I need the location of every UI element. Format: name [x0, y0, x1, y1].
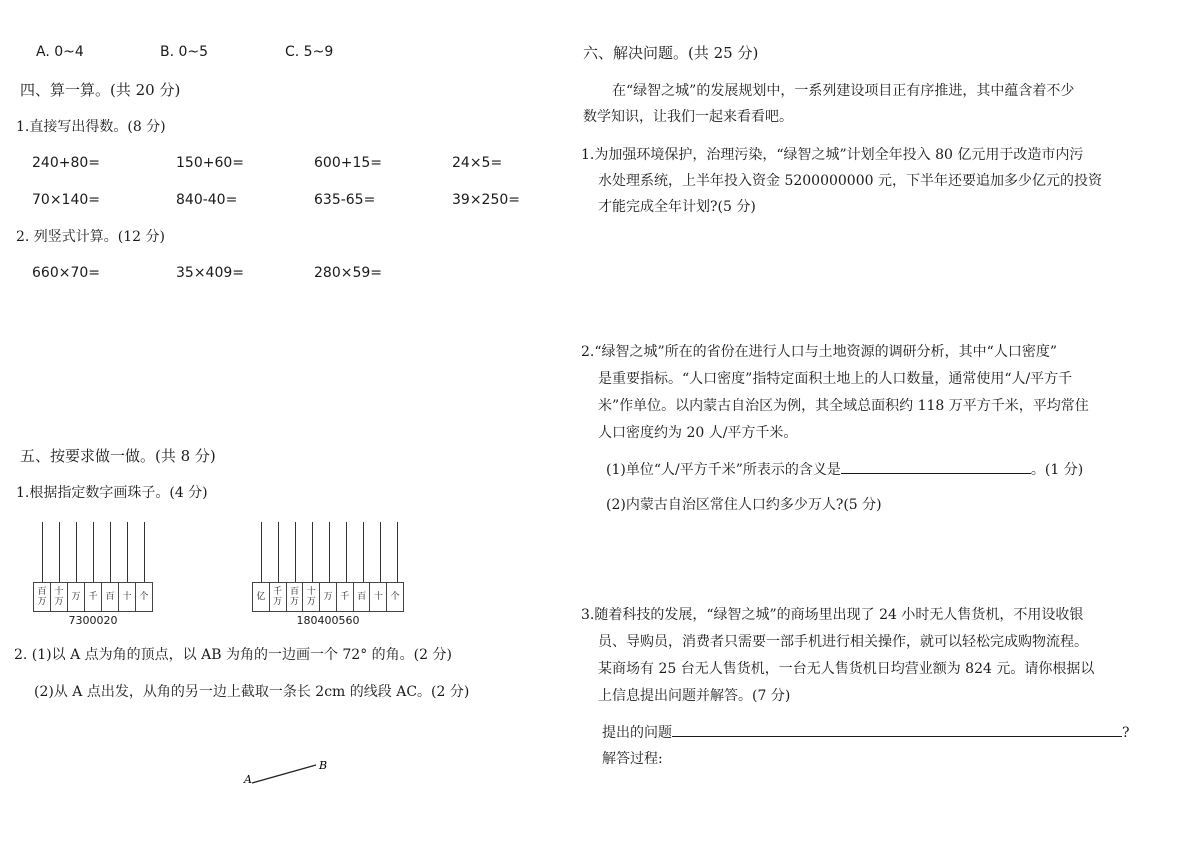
- section-5-title: 五、按要求做一做。(共 8 分): [20, 447, 216, 465]
- abacus-place-value-base: [252, 582, 404, 612]
- sub-1-score: 。(1 分): [1030, 462, 1084, 478]
- calc-item: 39×250=: [452, 192, 520, 208]
- abacus-rod[interactable]: [363, 522, 364, 582]
- problem-2-line-3: 米”作单位。以内蒙古自治区为例，其全域总面积约 118 万平方千米，平均常住: [598, 398, 1089, 414]
- abacus-rod[interactable]: [93, 522, 94, 582]
- abacus-rod[interactable]: [144, 522, 145, 582]
- place-value-char: 百: [105, 592, 115, 602]
- intro-line-2: 数学知识，让我们一起来看看吧。: [583, 109, 793, 125]
- section-6-title: 六、解决问题。(共 25 分): [583, 44, 759, 62]
- abacus-rod[interactable]: [295, 522, 296, 582]
- place-value-cell: [387, 583, 403, 611]
- point-b-label: B: [319, 759, 328, 772]
- calc-item: 70×140=: [32, 192, 100, 208]
- choice-a: A. 0~4: [36, 44, 84, 60]
- place-value-char: 千: [340, 592, 350, 602]
- place-value-cell: [253, 583, 270, 611]
- segment-ab-figure: [240, 755, 340, 790]
- problem-3-line-3: 某商场有 25 台无人售货机，一台无人售货机日均营业额为 824 元。请你根据以: [598, 661, 1095, 677]
- place-value-char: 万: [323, 592, 333, 602]
- abacus-rod[interactable]: [380, 522, 381, 582]
- calc-item: 635-65=: [314, 192, 376, 208]
- place-value-char: 百: [37, 587, 47, 597]
- sub-1-text: (1)单位“人/平方千米”所表示的含义是: [606, 462, 841, 478]
- place-value-cell: [68, 583, 85, 611]
- problem-3-line-4: 上信息提出问题并解答。(7 分): [598, 688, 791, 704]
- place-value-char: 个: [390, 592, 400, 602]
- place-value-char: 亿: [256, 592, 266, 602]
- abacus-rod[interactable]: [397, 522, 398, 582]
- place-value-char: 百: [357, 592, 367, 602]
- abacus-rod[interactable]: [278, 522, 279, 582]
- place-value-cell: [119, 583, 136, 611]
- problem-2-line-1: 2.“绿智之城”所在的省份在进行人口与土地资源的调研分析，其中“人口密度”: [581, 344, 1057, 360]
- calc-item: 24×5=: [452, 155, 503, 171]
- place-value-char: 百: [289, 587, 299, 597]
- place-value-char: 个: [139, 592, 149, 602]
- place-value-char: 万: [306, 597, 316, 607]
- abacus-rod[interactable]: [346, 522, 347, 582]
- place-value-cell: [303, 583, 320, 611]
- abacus-rod[interactable]: [261, 522, 262, 582]
- point-a-label: A: [244, 773, 252, 786]
- place-value-cell: [136, 583, 152, 611]
- place-value-cell: [85, 583, 102, 611]
- ask-end: ?: [1122, 725, 1130, 741]
- calc-item: 150+60=: [176, 155, 244, 171]
- place-value-char: 十: [122, 592, 132, 602]
- abacus-number-label: 180400560: [296, 614, 360, 627]
- problem-2-line-4: 人口密度约为 20 人/平方千米。: [598, 425, 798, 441]
- choice-b: B. 0~5: [160, 44, 209, 60]
- vertical-calc-item: 660×70=: [32, 265, 100, 281]
- problem-3-line-1: 3.随着科技的发展，“绿智之城”的商场里出现了 24 小时无人售货机，不用设收银: [581, 607, 1084, 623]
- place-value-char: 十: [54, 587, 64, 597]
- place-value-char: 万: [273, 597, 283, 607]
- place-value-char: 万: [37, 597, 47, 607]
- place-value-char: 万: [54, 597, 64, 607]
- place-value-char: 十: [306, 587, 316, 597]
- abacus-number-label: 7300020: [68, 614, 118, 627]
- place-value-cell: [354, 583, 371, 611]
- s5-q2-part2: (2)从 A 点出发，从角的另一边上截取一条长 2cm 的线段 AC。(2 分): [34, 684, 470, 700]
- place-value-char: 千: [88, 592, 98, 602]
- answer-blank[interactable]: [841, 459, 1031, 474]
- problem-3-answer-label: 解答过程:: [602, 751, 663, 767]
- problem-1-line-2: 水处理系统，上半年投入资金 5200000000 元，下半年还要追加多少亿元的投资: [598, 173, 1102, 189]
- s5-q2-part1: 2. (1)以 A 点为角的顶点，以 AB 为角的一边画一个 72° 的角。(2 分): [14, 647, 452, 663]
- intro-line-1: 在“绿智之城”的发展规划中，一系列建设项目正有序推进，其中蕴含着不少: [612, 83, 1075, 99]
- place-value-char: 万: [71, 592, 81, 602]
- vertical-calc-item: 280×59=: [314, 265, 382, 281]
- abacus-rod[interactable]: [329, 522, 330, 582]
- section-4-title: 四、算一算。(共 20 分): [20, 81, 181, 99]
- place-value-cell: [51, 583, 68, 611]
- abacus-9-digit: [252, 522, 404, 632]
- calc-item: 240+80=: [32, 155, 100, 171]
- segment-ab: [252, 765, 316, 783]
- abacus-rod[interactable]: [127, 522, 128, 582]
- problem-1-line-1: 1.为加强环境保护，治理污染，“绿智之城”计划全年投入 80 亿元用于改造市内污: [581, 147, 1084, 163]
- place-value-cell: [34, 583, 51, 611]
- place-value-cell: [337, 583, 354, 611]
- abacus-rod[interactable]: [42, 522, 43, 582]
- place-value-cell: [370, 583, 387, 611]
- calc-item: 600+15=: [314, 155, 382, 171]
- problem-3-ask: [602, 722, 1130, 743]
- place-value-char: 万: [289, 597, 299, 607]
- q1-title: 1.直接写出得数。(8 分): [16, 119, 166, 135]
- problem-3-line-2: 员、导购员，消费者只需要一部手机进行相关操作，就可以轻松完成购物流程。: [598, 634, 1088, 650]
- abacus-7-digit: [33, 522, 153, 632]
- vertical-calc-item: 35×409=: [176, 265, 244, 281]
- place-value-char: 千: [273, 587, 283, 597]
- place-value-char: 十: [373, 592, 383, 602]
- abacus-rod[interactable]: [76, 522, 77, 582]
- problem-2-line-2: 是重要指标。“人口密度”指特定面积土地上的人口数量，通常使用“人/平方千: [598, 371, 1073, 387]
- ask-label: 提出的问题: [602, 725, 672, 741]
- question-blank[interactable]: [672, 722, 1122, 737]
- problem-1-line-3: 才能完成全年计划?(5 分): [598, 199, 756, 215]
- q2-title: 2. 列竖式计算。(12 分): [16, 229, 165, 245]
- calc-item: 840-40=: [176, 192, 238, 208]
- place-value-cell: [287, 583, 304, 611]
- place-value-cell: [320, 583, 337, 611]
- abacus-place-value-base: [33, 582, 153, 612]
- abacus-rod[interactable]: [59, 522, 60, 582]
- place-value-cell: [270, 583, 287, 611]
- abacus-rod[interactable]: [110, 522, 111, 582]
- problem-2-sub-1: [606, 459, 1083, 480]
- choice-c: C. 5~9: [285, 44, 334, 60]
- abacus-rod[interactable]: [312, 522, 313, 582]
- place-value-cell: [102, 583, 119, 611]
- problem-2-sub-2: (2)内蒙古自治区常住人口约多少万人?(5 分): [606, 497, 882, 513]
- s5-q1-title: 1.根据指定数字画珠子。(4 分): [16, 485, 208, 501]
